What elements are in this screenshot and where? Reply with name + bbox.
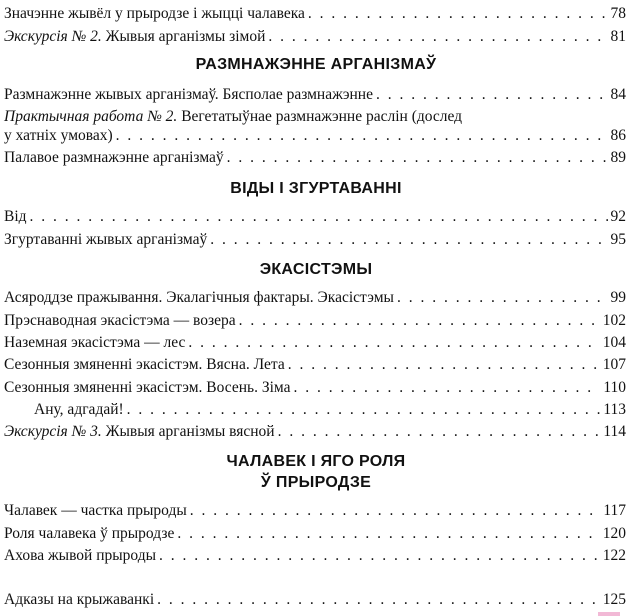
toc-entry-page: 81: [610, 28, 626, 45]
section-heading-line1: ЧАЛАВЕК І ЯГО РОЛЯ: [226, 453, 406, 470]
leader-dots: [30, 207, 608, 227]
toc-entry-title: [4, 422, 275, 442]
leader-dots: [190, 501, 601, 521]
leader-dots: [116, 126, 608, 146]
leader-dots: [177, 524, 599, 544]
toc-entry-page: 92: [610, 208, 626, 225]
toc-entry-page: 125: [602, 591, 626, 608]
leader-dots: [188, 333, 599, 353]
toc-entry-title: Ану, адгадай!: [34, 401, 124, 418]
leader-dots: [268, 27, 607, 47]
toc-entry-page: 114: [603, 423, 626, 440]
toc-entry[interactable]: [4, 353, 626, 375]
leader-dots: [308, 4, 608, 24]
toc-entry-page: 122: [602, 547, 626, 564]
toc-entry[interactable]: [4, 124, 626, 146]
toc-entry[interactable]: [4, 544, 626, 566]
toc-entry-prefix: Практычная работа № 2.: [4, 108, 178, 125]
toc-entry[interactable]: [4, 420, 626, 442]
leader-dots: [159, 546, 600, 566]
toc-entry-page: 120: [602, 525, 626, 542]
toc-entry[interactable]: [4, 376, 626, 398]
section-heading: ВІДЫ І ЗГУРТАВАННІ: [230, 180, 402, 197]
toc-entry-title: Згуртаванні жывых арганізмаў: [4, 231, 208, 248]
page-edge-mark: [598, 612, 620, 616]
toc-entry[interactable]: [4, 205, 626, 227]
toc-entry-page: 86: [610, 127, 626, 144]
section-heading: РАЗМНАЖЭННЕ АРГАНІЗМАЎ: [195, 56, 437, 73]
toc-entry-title: Значэнне жывёл у прыродзе і жыцці чалавека: [4, 5, 305, 22]
leader-dots: [376, 85, 608, 105]
toc-entry[interactable]: [4, 25, 626, 47]
toc-entry-title: Від: [4, 208, 27, 225]
toc-entry-title: Наземная экасістэма — лес: [4, 334, 186, 351]
toc-entry[interactable]: [4, 228, 626, 250]
toc-entry-page: 117: [603, 502, 626, 519]
toc-entry-page: 84: [610, 86, 626, 103]
section-heading-line2: Ў ПРЫРОДЗЕ: [260, 474, 372, 491]
toc-entry-title: Адказы на крыжаванкі: [4, 591, 155, 608]
toc-entry[interactable]: [4, 146, 626, 168]
toc-entry[interactable]: [4, 331, 626, 353]
leader-dots: [127, 400, 601, 420]
leader-dots: [278, 422, 601, 442]
toc-entry-title-line1: Вегетатыўнае размнажэнне раслін (дослед: [177, 108, 463, 125]
toc-entry-page: 102: [602, 312, 626, 329]
toc-entry-title-rest: Жывыя арганізмы зімой: [101, 28, 266, 45]
toc-entry[interactable]: [34, 398, 626, 420]
toc-entry-title: Асяроддзе пражывання. Экалагічныя фактары. Экасістэмы: [4, 289, 394, 306]
toc-entry-title: Размнажэнне жывых арганізмаў. Бясполае размнажэнне: [4, 86, 373, 103]
toc-entry[interactable]: [4, 499, 626, 521]
toc-entry-page: 104: [602, 334, 626, 351]
toc-entry-page: 99: [610, 289, 626, 306]
leader-dots: [294, 378, 601, 398]
toc-entry-prefix: Экскурсія № 3.: [4, 423, 102, 440]
toc-entry-title: Роля чалавека ў прыродзе: [4, 525, 175, 542]
toc-entry[interactable]: [4, 2, 626, 24]
toc-entry-page: 95: [610, 231, 626, 248]
section-heading: ЭКАСІСТЭМЫ: [259, 261, 373, 278]
leader-dots: [397, 288, 608, 308]
toc-entry-prefix: Экскурсія № 2.: [4, 28, 102, 45]
toc-entry-title: Ахова жывой прыроды: [4, 547, 157, 564]
toc-entry-title: [4, 27, 265, 47]
toc-entry[interactable]: [4, 286, 626, 308]
toc-entry-title: Чалавек — частка прыроды: [4, 502, 187, 519]
leader-dots: [239, 311, 600, 331]
toc-entry[interactable]: [4, 309, 626, 331]
toc-entry[interactable]: [4, 588, 626, 610]
leader-dots: [157, 590, 600, 610]
toc-entry-title: Палавое размнажэнне арганізмаў: [4, 149, 224, 166]
toc-entry-page: 113: [603, 401, 626, 418]
toc-entry-title: Сезонныя змяненні экасістэм. Вясна. Лета: [4, 356, 285, 373]
toc-entry-title: Сезонныя змяненні экасістэм. Восень. Зіма: [4, 379, 291, 396]
toc-entry-page: 89: [610, 149, 626, 166]
leader-dots: [210, 230, 607, 250]
toc-entry[interactable]: [4, 83, 626, 105]
toc-entry[interactable]: [4, 522, 626, 544]
toc-entry-page: 110: [603, 379, 626, 396]
toc-entry-title-rest: Жывыя арганізмы вясной: [101, 423, 275, 440]
toc-entry-page: 107: [602, 356, 626, 373]
leader-dots: [288, 355, 600, 375]
toc-entry-title-line2: у хатніх умовах): [4, 127, 113, 144]
leader-dots: [227, 148, 608, 168]
toc-entry-page: 78: [610, 5, 626, 22]
toc-entry-title: Прэснаводная экасістэма — возера: [4, 312, 236, 329]
